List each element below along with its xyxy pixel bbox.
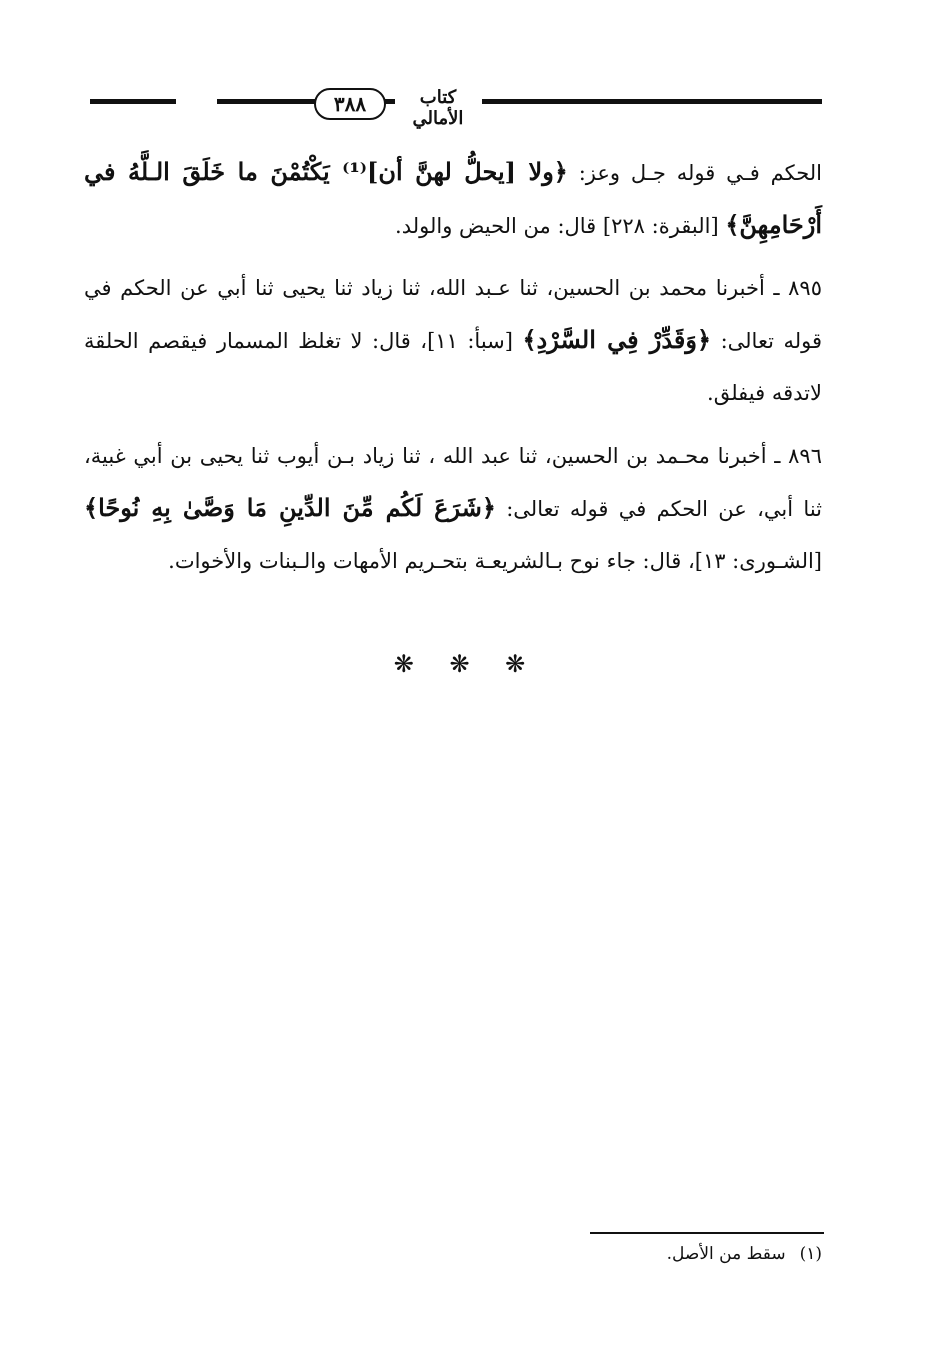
header-rule-right [482, 99, 822, 104]
paragraph-896-text-before: ٨٩٦ ـ أخبرنا محـمد بن الحسين، ثنا عبد الله ، ثنا زياد بـن أيوب ثنا يحيى بن أبي غبية، ثنا أبي، عن الحكم في قوله تعالى: [84, 444, 822, 521]
paragraph-895-text-after: [سبأ: ١١]، قال: لا تغلظ المسمار فيقصم الحلقة لاتدقه فيفلق. [84, 329, 822, 405]
paragraph-896-text-after: [الشـورى: ١٣]، قال: جاء نوح بـالشريعـة بتحـريم الأمهات والـبنات والأخوات. [168, 549, 822, 573]
section-separator: ❋ ❋ ❋ [393, 650, 540, 678]
paragraph-1-quran-quote: ﴿ولا [يحلُّ لهنَّ أن]⁽¹⁾ يَكْتُمْنَ ما خَلَقَ الـلَّهُ في أَرْحَامِهِنَّ﴾ [84, 157, 822, 239]
header-rule-left [90, 99, 176, 104]
paragraph-896 [84, 430, 822, 587]
paragraph-1-text-before: الحكم فـي قوله جـل وعز: [567, 161, 822, 185]
page-number: ٣٨٨ [314, 88, 386, 120]
book-title: كتاب الأمالي [412, 87, 464, 129]
footnote [560, 1244, 822, 1264]
paragraph-1-text-after: [البقرة: ٢٢٨] قال: من الحيض والولد. [395, 214, 726, 238]
paragraph-896-quran-quote: ﴿شَرَعَ لَكُم مِّنَ الدِّينِ مَا وَصَّىٰ بِهِ نُوحًا﴾ [84, 493, 496, 522]
running-header [82, 82, 822, 129]
paragraph-895-text-before: ٨٩٥ ـ أخبرنا محمد بن الحسين، ثنا عـبد الله، ثنا زياد ثنا يحيى ثنا أبي عن الحكم في قوله تعالى: [84, 276, 822, 353]
footnote-rule [590, 1232, 824, 1234]
footnote-text: سقط من الأصل. [666, 1244, 786, 1264]
paragraph-1 [84, 146, 822, 252]
footnote-marker: (١) [799, 1244, 822, 1264]
paragraph-895 [84, 262, 822, 419]
paragraph-895-quran-quote: ﴿وَقَدِّرْ فِي السَّرْدِ﴾ [522, 325, 712, 354]
